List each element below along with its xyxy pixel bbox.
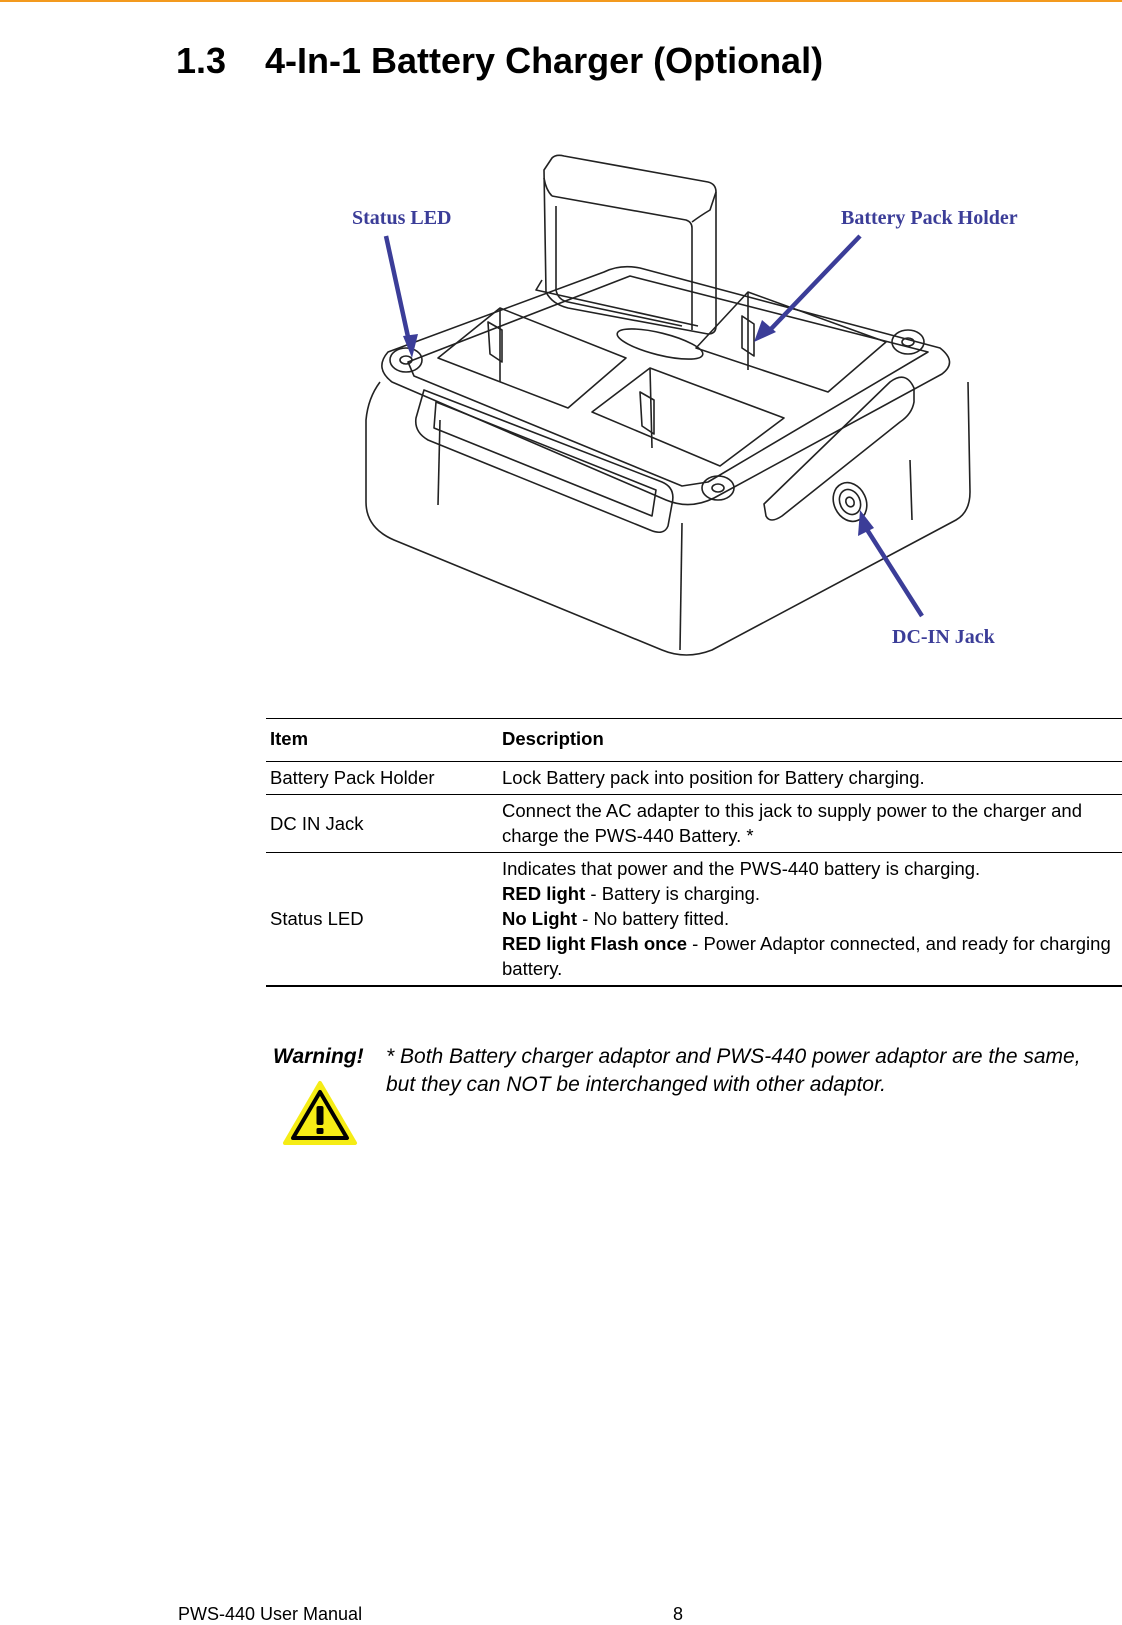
top-accent-rule — [0, 0, 1122, 2]
warning-label: Warning! — [273, 1045, 364, 1068]
warning-text: * Both Battery charger adaptor and PWS-440 power adaptor are the same, but they can NOT be interchanged with other adaptor. — [386, 1045, 1081, 1096]
item-description-table — [266, 718, 1122, 987]
footer-page-number: 8 — [673, 1604, 684, 1624]
dc-jack-arrow — [866, 528, 922, 616]
row-item: DC IN Jack — [270, 812, 364, 834]
row-description — [498, 853, 1122, 987]
row-description: Lock Battery pack into position for Battery charging. — [502, 767, 925, 788]
section-title: 4-In-1 Battery Charger (Optional) — [265, 40, 824, 81]
charger-illustration — [330, 130, 1050, 670]
charger-line-art — [366, 155, 970, 655]
status-led-state — [502, 881, 1118, 906]
state-label: RED light Flash once — [502, 933, 688, 954]
state-text: - Power Adaptor connected, and ready for charging battery. — [502, 933, 1111, 979]
battery-holder-arrowhead — [754, 320, 776, 342]
state-text: - Battery is charging. — [585, 883, 761, 904]
table-row — [266, 853, 1122, 987]
status-led-state — [502, 906, 1118, 931]
warning-triangle-icon — [282, 1080, 358, 1151]
state-text: - No battery fitted. — [577, 908, 730, 929]
callout-battery-pack-holder: Battery Pack Holder — [841, 207, 1018, 229]
header-item: Item — [270, 728, 309, 749]
callout-dc-in-jack: DC-IN Jack — [892, 626, 995, 648]
header-description: Description — [502, 728, 604, 749]
status-led-state — [502, 931, 1118, 981]
row-item: Status LED — [270, 908, 364, 929]
status-led-arrow — [386, 236, 410, 346]
table-row — [266, 795, 1122, 853]
state-label: RED light — [502, 883, 586, 904]
row-description: Connect the AC adapter to this jack to supply power to the charger and charge the PWS-440 Battery. * — [502, 800, 1083, 846]
section-number: 1.3 — [176, 40, 227, 81]
table-header-row — [266, 719, 1122, 762]
callout-status-led: Status LED — [352, 207, 452, 229]
charger-figure — [330, 130, 1050, 670]
state-label: No Light — [502, 908, 578, 929]
table-row — [266, 762, 1122, 795]
section-heading — [176, 40, 823, 82]
footer-manual-title: PWS-440 User Manual — [178, 1604, 363, 1624]
row-item: Battery Pack Holder — [270, 767, 435, 788]
status-led-intro: Indicates that power and the PWS-440 battery is charging. — [502, 858, 981, 879]
